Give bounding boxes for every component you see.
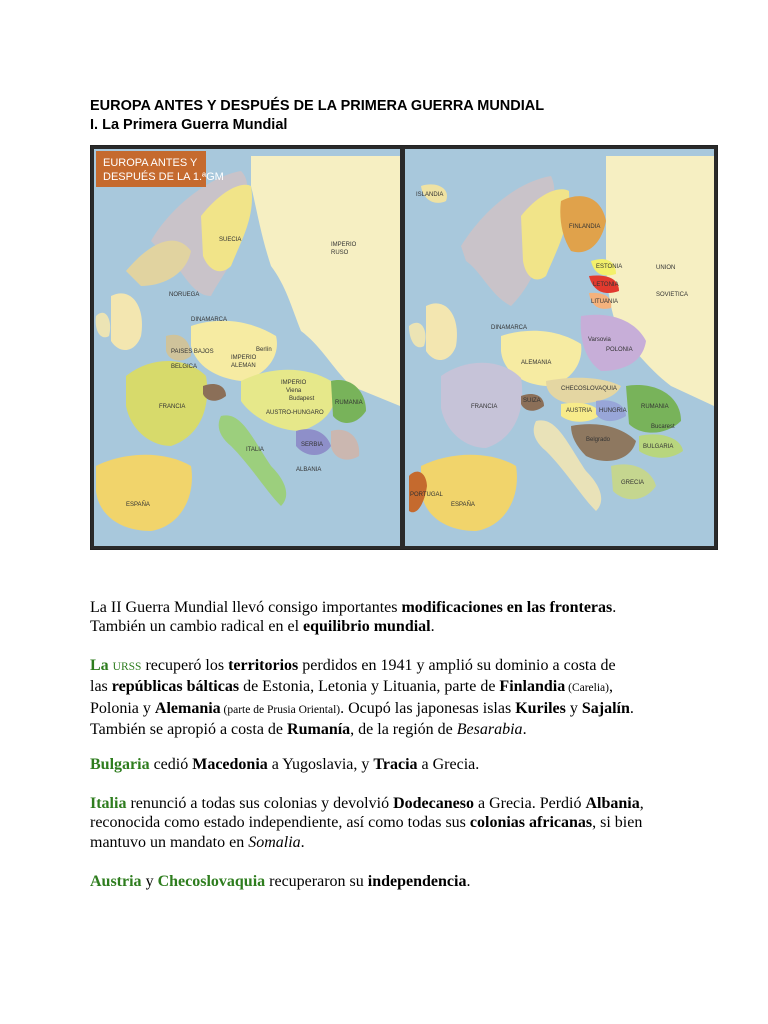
- label-finlandia: FINLANDIA: [569, 224, 601, 230]
- text: perdidos en 1941 y amplió su dominio a costa de: [298, 657, 616, 674]
- label-paises-bajos: PAISES BAJOS: [171, 349, 214, 355]
- green-text: Italia: [90, 795, 127, 812]
- text: .: [612, 599, 617, 616]
- label-noruega: NORUEGA: [169, 292, 200, 298]
- bold-text: repúblicas bálticas: [111, 678, 240, 696]
- text: Polonia y: [90, 699, 155, 717]
- map-badge-line1: EUROPA ANTES Y: [103, 157, 198, 169]
- document-subtitle: I. La Primera Guerra Mundial: [90, 117, 288, 133]
- label-islandia: ISLANDIA: [416, 192, 444, 198]
- label-polonia: POLONIA: [606, 347, 633, 353]
- label-austro-hungaro: AUSTRO-HUNGARO: [266, 410, 324, 416]
- label-imperio-at: IMPERIO: [281, 380, 307, 386]
- text: .: [522, 721, 527, 739]
- label-grecia: GRECIA: [621, 480, 645, 486]
- text: ,: [639, 795, 644, 812]
- italic-text: Besarabia: [456, 721, 523, 739]
- text: .: [430, 618, 435, 636]
- text: .: [629, 699, 634, 717]
- label-serbia: SERBIA: [301, 442, 324, 448]
- label-rumania: RUMANIA: [335, 400, 363, 406]
- label-budapest: Budapest: [289, 396, 315, 402]
- text: ,: [608, 678, 613, 696]
- text: También un cambio radical en el: [90, 618, 304, 636]
- bold-text: colonias africanas: [469, 814, 593, 832]
- paragraph-austria: [90, 872, 710, 891]
- green-small-text: URSS: [112, 661, 142, 673]
- green-text: Bulgaria: [90, 756, 150, 773]
- bold-text: Sajalín: [581, 699, 630, 717]
- text: . Ocupó las japonesas islas: [340, 699, 516, 717]
- label-imperio-aleman-1: IMPERIO: [231, 355, 257, 361]
- text: las: [90, 678, 112, 696]
- bold-text: Albania: [585, 795, 640, 812]
- label-francia-after: FRANCIA: [471, 404, 498, 410]
- bold-text: Alemania: [154, 699, 221, 717]
- paragraph-bulgaria: [90, 755, 710, 774]
- text: También se apropió a costa de: [90, 721, 288, 739]
- green-text: Checoslovaquia: [157, 873, 266, 890]
- label-imperio-ruso-1: IMPERIO: [331, 242, 357, 248]
- bold-text: Dodecaneso: [393, 795, 474, 812]
- label-viena: Viena: [286, 388, 302, 394]
- paragraph-intro: [90, 598, 710, 637]
- label-suecia: SUECIA: [219, 237, 242, 243]
- label-rumania-after: RUMANIA: [641, 404, 669, 410]
- text: renunció a todas sus colonias y devolvió: [126, 795, 394, 812]
- map-before-wwi: [94, 149, 400, 546]
- label-belgica: BELGICA: [171, 364, 198, 370]
- label-italia: ITALIA: [246, 447, 264, 453]
- label-dinamarca: DINAMARCA: [191, 317, 228, 323]
- bold-text: Rumanía: [287, 721, 351, 739]
- label-hungria: HUNGRIA: [599, 408, 627, 414]
- label-austria: AUSTRIA: [566, 408, 593, 414]
- label-dinamarca-after: DINAMARCA: [491, 325, 528, 331]
- label-bucarest: Bucarest: [651, 424, 675, 430]
- text: recuperó los: [141, 657, 229, 674]
- green-text: La: [90, 657, 113, 674]
- label-lituania: LITUANIA: [591, 299, 619, 305]
- bold-text: Finlandia: [499, 678, 566, 696]
- label-imperio-ruso-2: RUSO: [331, 250, 349, 256]
- label-portugal: PORTUGAL: [410, 492, 443, 498]
- label-espana-after: ESPAÑA: [451, 502, 475, 508]
- text: a Yugoslavia, y: [267, 756, 374, 773]
- text: mantuvo un mandato en: [90, 833, 249, 851]
- label-alemania: ALEMANIA: [521, 360, 552, 366]
- italic-text: Somalia: [248, 833, 301, 851]
- small-text: (Carelia): [565, 682, 609, 695]
- text: La II Guerra Mundial llevó consigo importantes: [90, 599, 402, 616]
- text: , de la región de: [350, 721, 457, 739]
- text: reconocida como estado independiente, así como todas sus: [90, 814, 470, 832]
- text: y: [141, 873, 158, 890]
- europe-maps-image: [90, 145, 718, 550]
- text: recuperaron su: [265, 873, 368, 890]
- label-imperio-aleman-2: ALEMAN: [231, 363, 256, 369]
- label-checoslovaquia: CHECOSLOVAQUIA: [561, 386, 617, 392]
- bold-text: equilibrio mundial: [303, 618, 431, 636]
- text: a Grecia.: [417, 756, 480, 773]
- label-union: UNION: [656, 265, 676, 271]
- label-albania: ALBANIA: [296, 467, 322, 473]
- map-badge-line2: DESPUÉS DE LA 1.ªGM: [103, 171, 224, 183]
- text: , si bien: [592, 814, 643, 832]
- text: .: [466, 873, 471, 890]
- label-sovietica: SOVIETICA: [656, 292, 689, 298]
- small-text: (parte de Prusia Oriental): [220, 703, 341, 716]
- label-berlin: Berlín: [256, 347, 272, 353]
- label-varsovia: Varsovia: [588, 337, 611, 343]
- bold-text: independencia: [367, 873, 467, 890]
- text: a Grecia. Perdió: [473, 795, 586, 812]
- text: y: [565, 699, 582, 717]
- label-francia: FRANCIA: [159, 404, 186, 410]
- bold-text: Kuriles: [515, 699, 566, 717]
- label-suiza: SUIZA: [523, 398, 541, 404]
- paragraph-urss: [90, 656, 710, 740]
- label-belgrado: Belgrado: [586, 437, 611, 443]
- bold-text: territorios: [228, 657, 299, 674]
- label-espana: ESPAÑA: [126, 502, 150, 508]
- text: .: [300, 833, 305, 851]
- green-text: Austria: [90, 873, 142, 890]
- text: de Estonia, Letonia y Lituania, parte de: [239, 678, 500, 696]
- bold-text: Macedonia: [192, 756, 268, 773]
- label-letonia: LETONIA: [593, 282, 619, 288]
- label-estonia: ESTONIA: [596, 264, 623, 270]
- bold-text: modificaciones en las fronteras: [401, 599, 613, 616]
- map-after-wwi: [405, 149, 714, 546]
- text: cedió: [149, 756, 193, 773]
- paragraph-italia: [90, 794, 710, 852]
- bold-text: Tracia: [373, 756, 418, 773]
- document-title: EUROPA ANTES Y DESPUÉS DE LA PRIMERA GUERRA MUNDIAL: [90, 98, 545, 114]
- label-bulgaria: BULGARIA: [643, 444, 674, 450]
